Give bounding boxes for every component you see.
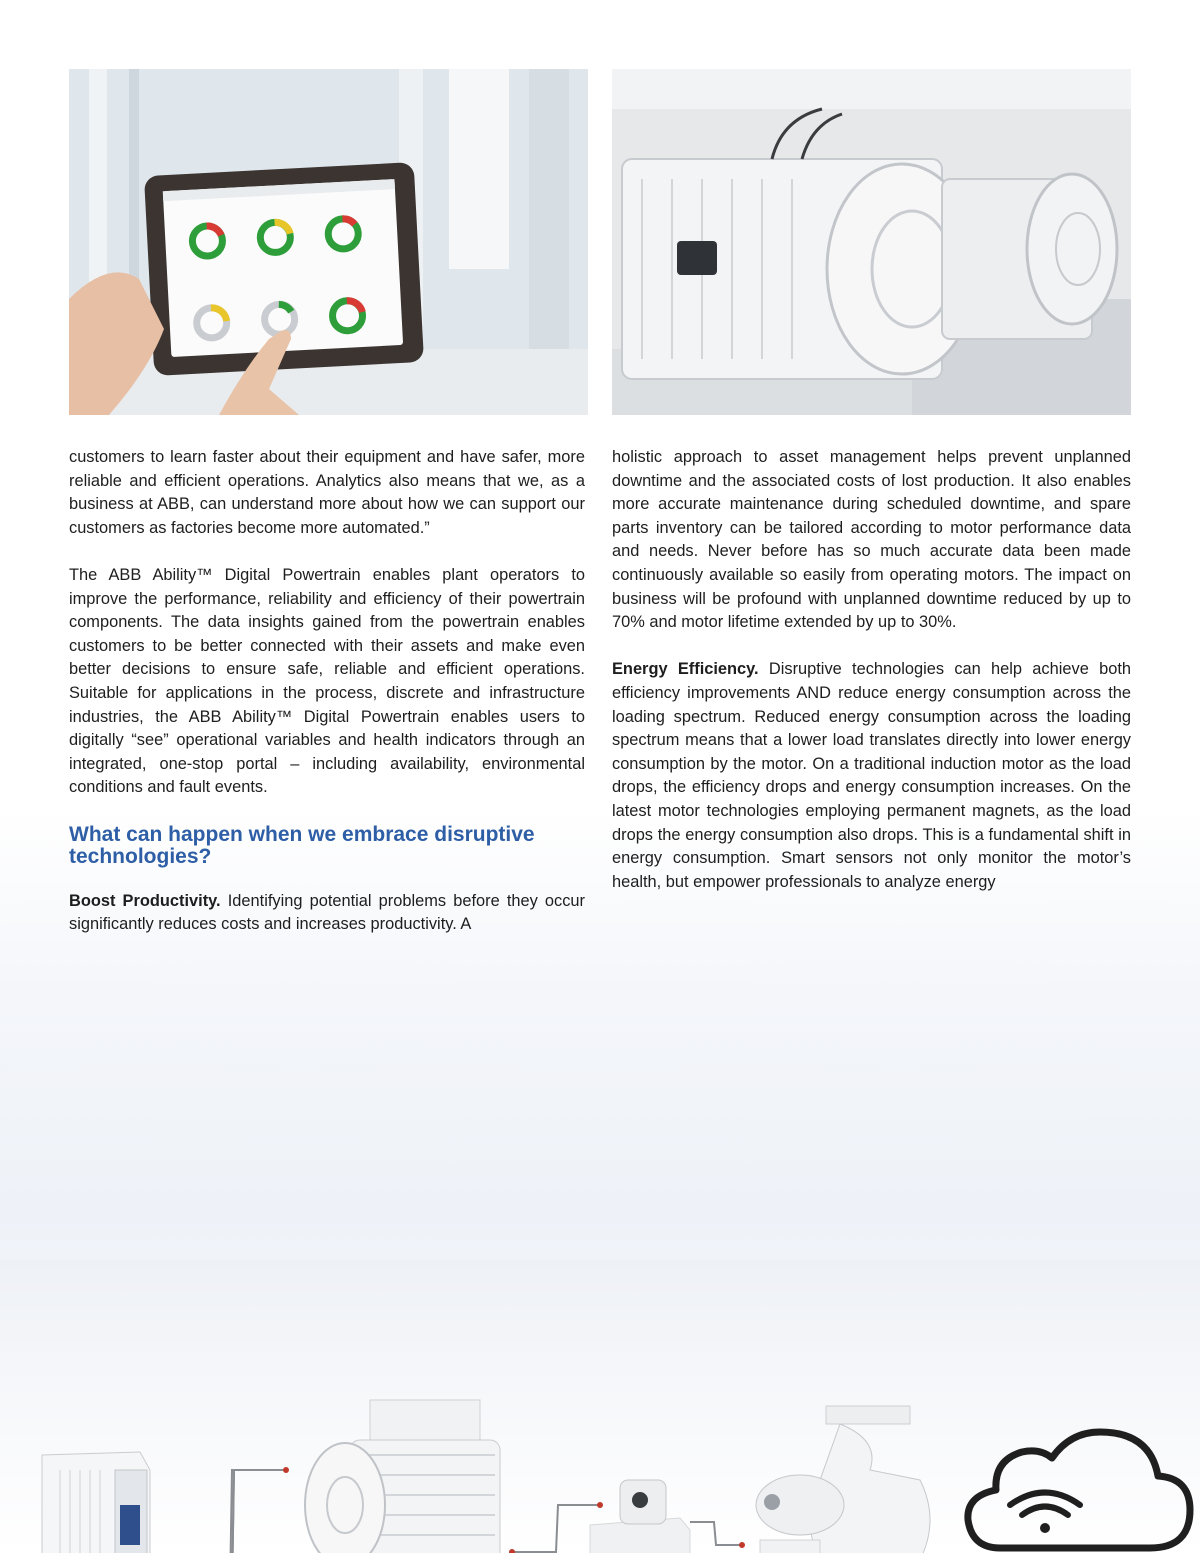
section-heading: What can happen when we embrace disruptive technologies?: [69, 822, 535, 868]
paragraph: customers to learn faster about their equipment and have safer, more reliable and efficient operations. Analytics also means that we, as a business at ABB, can understand more about how we can support our customers as factories become more automated.”: [69, 448, 585, 537]
lead-in: Boost Productivity.: [69, 891, 221, 910]
paragraph: [612, 658, 1131, 894]
paragraph-text: Identifying potential problems before they occur significantly reduces costs and increases productivity. A: [69, 891, 585, 934]
paragraph-text: Disruptive technologies can help achieve both efficiency improvements AND reduce energy consumption across the loading spectrum. Reduced energy consumption across the loading spectrum means that a lower load translates directly into lower energy consumption by the motor. On a traditional induction motor as the load drops, the efficiency drops and energy consumption increases. On the latest motor technologies employing permanent magnets, as the load drops the energy consumption also drops. This is a fundamental shift in energy consumption. Smart sensors not only monitor the motor’s health, but empower professionals to analyze energy: [612, 660, 1131, 891]
lead-in: Energy Efficiency.: [612, 660, 759, 679]
paragraph: [69, 890, 585, 937]
industrial-motors-photo: [612, 69, 1131, 415]
tablet-dashboard-photo: [69, 69, 588, 415]
left-text-column: [69, 446, 585, 937]
paragraph: holistic approach to asset management helps prevent unplanned downtime and the associated costs of lost production. It also enables more accurate maintenance during scheduled downtime, and spare parts inventory can be tailored according to motor performance data and needs. Never before has so much accurate data been made continuously available so easily from operating motors. The impact on business will be profound with unplanned downtime reduced by up to 70% and motor lifetime extended by up to 30%.: [612, 448, 1131, 632]
right-text-column: [612, 446, 1131, 894]
powertrain-illustration: [0, 1000, 1200, 1553]
paragraph: The ABB Ability™ Digital Powertrain enables plant operators to improve the performance, reliability and efficiency of their powertrain components. The data insights gained from the powertrain enables customers to be better connected with their assets and make even better decisions to ensure safe, reliable and efficient operations. Suitable for applications in the process, discrete and infrastructure industries, the ABB Ability™ Digital Powertrain enables users to digitally “see” operational variables and health indicators through an integrated, one-stop portal – including availability, environmental conditions and fault events.: [69, 565, 585, 797]
